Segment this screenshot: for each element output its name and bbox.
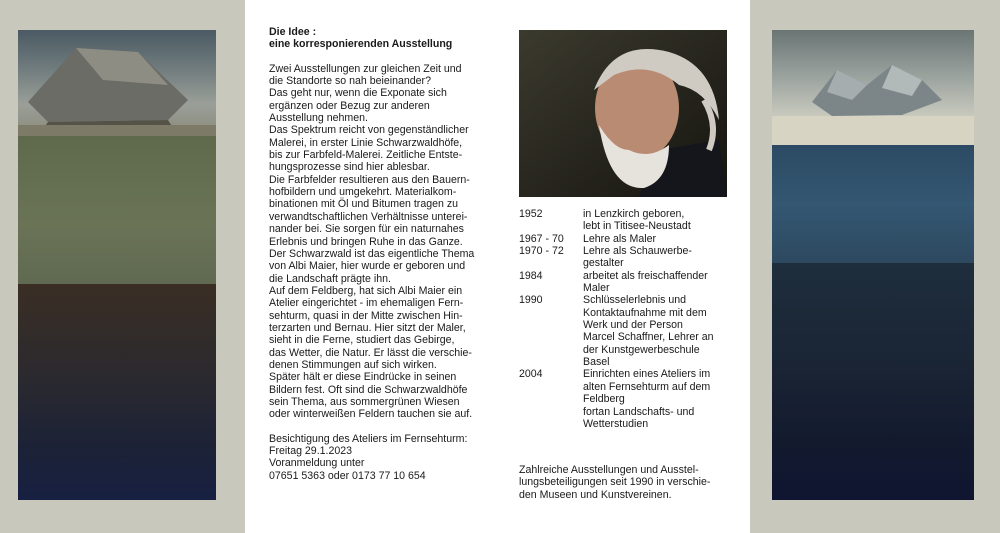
intro-line: oder winterweißen Feldern tauchen sie auf. <box>269 408 473 421</box>
intro-line: sieht in die Ferne, studiert das Gebirge, <box>269 334 455 347</box>
intro-line: die Standorte so nah beieinander? <box>269 75 431 88</box>
visit-line: Besichtigung des Ateliers im Fernsehturm: <box>269 432 468 445</box>
center-page <box>245 0 750 533</box>
bio-row <box>519 368 729 430</box>
artist-portrait <box>519 30 727 197</box>
bio-description: arbeitet als freischaffender Maler <box>583 269 708 295</box>
intro-line: Der Schwarzwald ist das eigentliche Thema <box>269 247 475 260</box>
painting-panel-landscape <box>18 30 216 136</box>
intro-line: nander bei. Sie sorgen für ein naturnahes <box>269 223 464 236</box>
bio-year: 1970 - 72 <box>519 245 564 258</box>
idea-text-column <box>269 26 489 482</box>
heading-line-1: Die Idee : <box>269 26 317 38</box>
intro-line: terzarten und Bernau. Hier sitzt der Maler, <box>269 321 466 334</box>
bio-description: in Lenzkirch geboren, lebt in Titisee-Neustadt <box>583 208 691 233</box>
intro-text <box>269 63 489 421</box>
bio-year: 1967 - 70 <box>519 232 564 245</box>
visit-date: Freitag 29.1.2023 <box>269 445 353 457</box>
left-painting <box>18 30 216 500</box>
farmhouse-illustration <box>18 30 216 136</box>
intro-line: Erlebnis und bringen Ruhe in das Ganze. <box>269 235 463 248</box>
intro-line: die Landschaft prägte ihn. <box>269 272 391 285</box>
intro-line: Malerei, in erster Linie Schwarzwaldhöfe, <box>269 136 463 149</box>
intro-line: ergänzen oder Bezug zur anderen <box>269 99 430 112</box>
bio-row <box>519 208 729 233</box>
intro-line: Ausstellung nehmen. <box>269 112 368 125</box>
bio-year: 1990 <box>519 294 543 307</box>
intro-line: Die Farbfelder resultieren aus den Bauern- <box>269 173 470 186</box>
bio-row <box>519 294 729 368</box>
intro-line: Atelier eingerichtet - im ehemaligen Fern- <box>269 297 464 310</box>
intro-line: hungsprozesse sind hier ablesbar. <box>269 161 430 174</box>
painting-panel-green <box>18 136 216 284</box>
bio-description: Lehre als Maler <box>583 232 657 245</box>
bio-row <box>519 245 729 270</box>
painting-panel-dark <box>18 284 216 500</box>
visit-info <box>269 433 489 482</box>
bio-row <box>519 233 729 245</box>
biography <box>519 208 729 430</box>
intro-line: von Albi Maier, hier wurde er geboren und <box>269 260 466 273</box>
painting-panel-dark <box>772 263 974 500</box>
intro-line: Bildern fest. Oft sind die Schwarzwaldhöfe <box>269 383 468 396</box>
bio-description: Einrichten eines Ateliers im alten Fernsehturm auf dem Feldberg fortan Landschafts- und Wetterstudien <box>583 368 711 430</box>
bio-year: 1952 <box>519 208 543 220</box>
intro-line: Das Spektrum reicht von gegenständlicher <box>269 124 469 137</box>
bio-year: 1984 <box>519 269 543 282</box>
portrait-illustration <box>519 30 727 197</box>
exhibitions-note: Zahlreiche Ausstellungen und Ausstel- lungsbeteiligungen seit 1990 in verschie- den Museen und Kunstvereinen. <box>519 464 711 501</box>
intro-line: binationen mit Öl und Bitumen tragen zu <box>269 198 459 211</box>
painting-panel-landscape <box>772 30 974 145</box>
snowy-houses-illustration <box>772 30 974 145</box>
painting-panel-blue <box>772 145 974 263</box>
intro-line: Auf dem Feldberg, hat sich Albi Maier ein <box>269 284 463 297</box>
intro-line: verwandtschaftlichen Verhältnisse unterei- <box>269 210 468 223</box>
intro-line: sein Thema, aus sommergrünen Wiesen <box>269 395 460 408</box>
intro-line: hofbildern und umgekehrt. Materialkom- <box>269 186 457 199</box>
intro-line: Zwei Ausstellungen zur gleichen Zeit und <box>269 62 462 75</box>
bio-description: Lehre als Schauwerbe- gestalter <box>583 245 692 270</box>
bio-row <box>519 270 729 295</box>
visit-phone: 07651 5363 oder 0173 77 10 654 <box>269 469 426 482</box>
intro-line: bis zur Farbfeld-Malerei. Zeitliche Entste- <box>269 149 463 162</box>
intro-line: Das geht nur, wenn die Exponate sich <box>269 87 447 100</box>
intro-line: das Wetter, die Natur. Er lässt die verschie- <box>269 346 472 359</box>
visit-line: Voranmeldung unter <box>269 457 365 470</box>
intro-line: denen Stimmungen auf sich wirken. <box>269 358 437 371</box>
intro-line: Später hält er diese Eindrücke in seinen <box>269 371 457 384</box>
right-painting <box>772 30 974 500</box>
bio-year: 2004 <box>519 368 543 381</box>
heading-line-2: eine korresponierenden Ausstellung <box>269 38 453 51</box>
intro-line: sehturm, quasi in der Mitte zwischen Hin- <box>269 309 463 322</box>
bio-description: Schlüsselerlebnis und Kontaktaufnahme mit dem Werk und der Person Marcel Schaffner, Lehrer an der Kunstgewerbeschule Basel <box>583 294 714 369</box>
